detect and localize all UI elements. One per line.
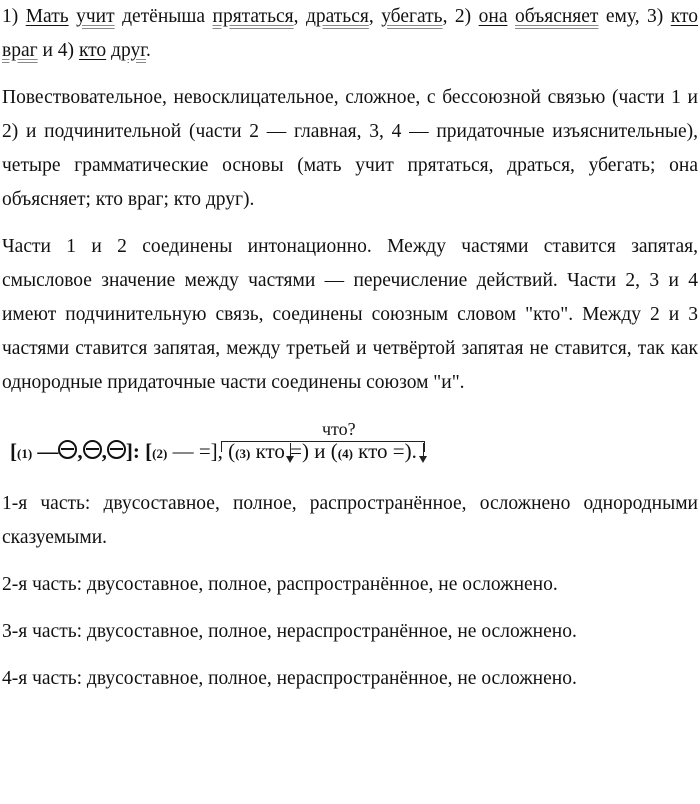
scheme-question: что? — [322, 419, 356, 439]
punctuation-paragraph: Части 1 и 2 соединены интонационно. Между частями ставится запятая, смысловое значение между частями — перечисление действий. Части 2, 3 и 4 имеют подчинительную связь, соединены союзным словом "кто". Между 2 и 3 частями ставится запятая, между третьей и четвёртой запятая не ставится, так как однородные придаточные части соединены союзом "и". — [2, 236, 698, 393]
text: . — [146, 40, 151, 61]
arrow-icon — [423, 443, 424, 457]
text: и 4) — [37, 40, 79, 61]
text: , — [77, 439, 83, 463]
text: [ — [10, 439, 17, 463]
subject: кто — [670, 6, 698, 27]
subject: кто — [78, 40, 107, 61]
part-number: (3) — [235, 446, 251, 461]
text: , — [368, 6, 382, 27]
predicate: объясняет — [514, 6, 599, 27]
text: кто =) и ( — [250, 439, 338, 463]
text: кто =). — [352, 439, 417, 463]
scheme-line — [10, 439, 417, 464]
participle-circle-icon — [107, 440, 126, 459]
sentence-scheme — [2, 413, 698, 479]
text: , 2) — [442, 6, 479, 27]
subject: Мать — [25, 6, 69, 27]
text: , — [101, 439, 107, 463]
predicate: драться — [305, 6, 369, 27]
predicate: прятаться — [212, 6, 294, 27]
part-1-description: 1-я часть: двусоставное, полное, распространённое, осложнено однородными сказуемыми. — [2, 493, 698, 548]
text: — — [32, 439, 59, 463]
part-2-description: 2-я часть: двусоставное, полное, распространённое, не осложнено. — [2, 574, 558, 595]
text: — =], ( — [167, 439, 236, 463]
part-number: (1) — [17, 446, 33, 461]
characteristic-paragraph: Повествовательное, невосклицательное, сложное, с бессоюзной связью (части 1 и 2) и подчинительной (части 2 — главная, 3, 4 — придаточные изъяснительные), четыре грамматические основы (мать учит прятаться, драться, убегать; она объясняет; кто враг; кто друг). — [2, 87, 698, 210]
participle-circle-icon — [83, 440, 102, 459]
subject: она — [478, 6, 508, 27]
part-4-description: 4-я часть: двусоставное, полное, нераспространённое, не осложнено. — [2, 668, 577, 689]
predicate: друг — [111, 40, 147, 61]
text: 1) — [2, 6, 26, 27]
text: ]: [ — [125, 439, 153, 463]
predicate: убегать — [381, 6, 443, 27]
text: , — [293, 6, 306, 27]
part-number: (4) — [337, 446, 353, 461]
text: детёныша — [114, 6, 213, 27]
predicate: враг — [2, 40, 38, 61]
predicate: учит — [76, 6, 115, 27]
part-3-description: 3-я часть: двусоставное, полное, нераспространённое, не осложнено. — [2, 621, 577, 642]
part-number: (2) — [152, 446, 168, 461]
participle-circle-icon — [58, 440, 77, 459]
text: ему, 3) — [598, 6, 671, 27]
sentence-analysis — [2, 0, 698, 68]
